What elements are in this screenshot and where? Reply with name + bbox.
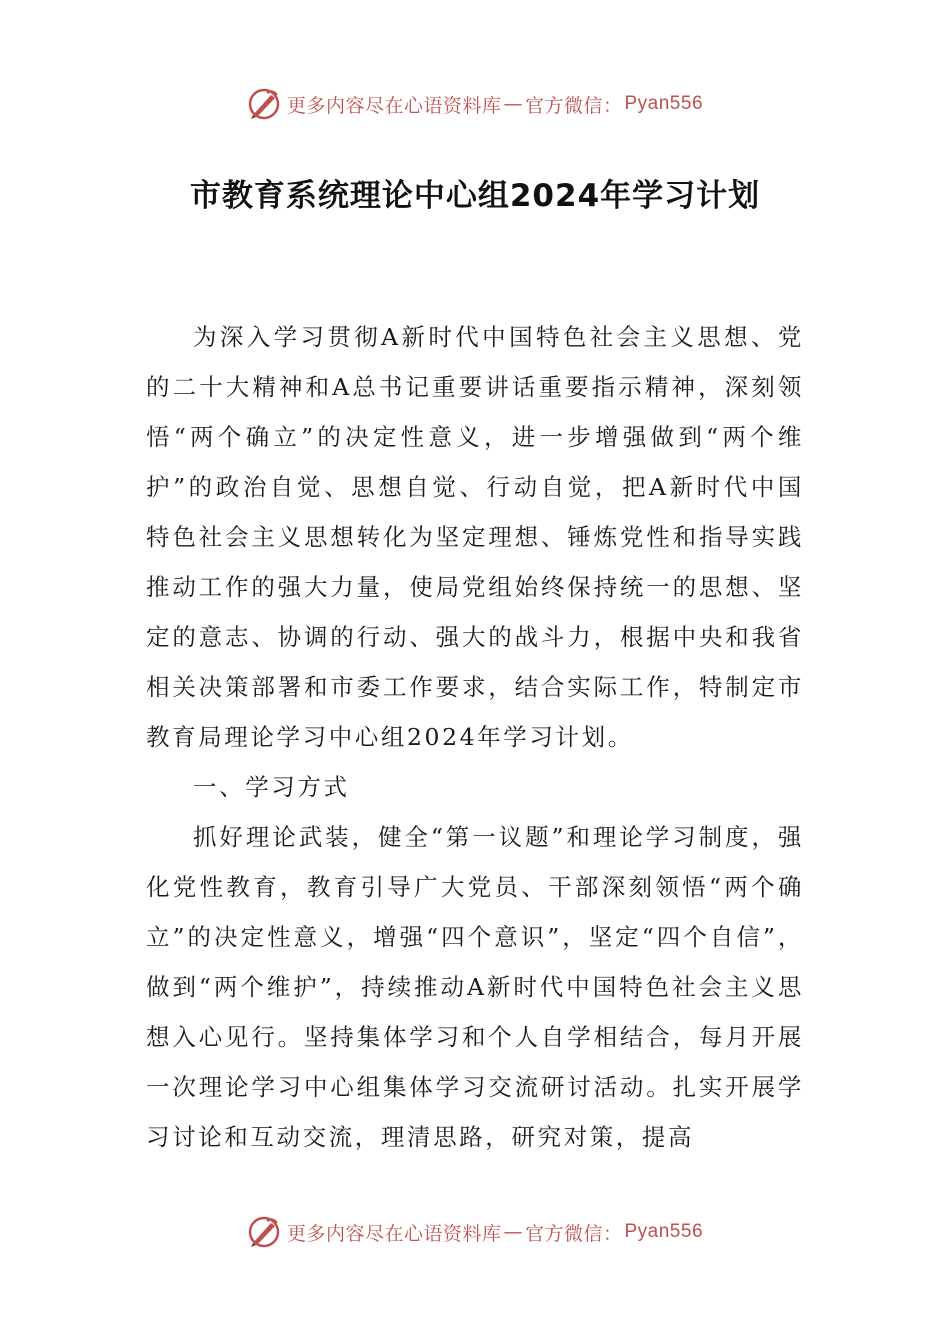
watermark-brand: 更多内容尽在心语资料库	[286, 1222, 502, 1245]
watermark-handle: Pyan556	[624, 93, 704, 114]
watermark-brand: 更多内容尽在心语资料库	[286, 94, 502, 117]
watermark-dash: —	[503, 93, 523, 115]
intro-paragraph: 为深入学习贯彻A新时代中国特色社会主义思想、党的二十大精神和A总书记重要讲话重要指示精神，深刻领悟“两个确立”的决定性意义，进一步增强做到“两个维护”的政治自觉、思想自觉、行动自觉，把A新时代中国特色社会主义思想转化为坚定理想、锤炼党性和指导实践推动工作的强大力量，使局党组始终保持统一的思想、坚定的意志、协调的行动、强大的战斗力，根据中央和我省相关决策部署和市委工作要求，结合实际工作，特制定市教育局理论学习中心组2024年学习计划。	[146, 323, 804, 751]
pen-logo-icon	[247, 1215, 281, 1249]
header-watermark	[0, 84, 950, 124]
section-heading: 一、学习方式	[193, 773, 350, 801]
watermark-handle: Pyan556	[624, 1221, 704, 1242]
footer-watermark	[0, 1212, 950, 1252]
pen-logo-icon	[247, 87, 281, 121]
document-title: 市教育系统理论中心组2024年学习计划	[189, 178, 761, 214]
section-paragraph: 抓好理论武装，健全“第一议题”和理论学习制度，强化党性教育，教育引导广大党员、干部深刻领悟“两个确立”的决定性意义，增强“四个意识”，坚定“四个自信”，做到“两个维护”，持续推动A新时代中国特色社会主义思想入心见行。坚持集体学习和个人自学相结合，每月开展一次理论学习中心组集体学习交流研讨活动。扎实开展学习讨论和互动交流，理清思路，研究对策，提高	[146, 823, 804, 1151]
watermark-dash: —	[503, 1221, 523, 1243]
watermark-label: 官方微信：	[524, 94, 623, 117]
document-body	[146, 312, 804, 1162]
watermark-label: 官方微信：	[524, 1222, 623, 1245]
